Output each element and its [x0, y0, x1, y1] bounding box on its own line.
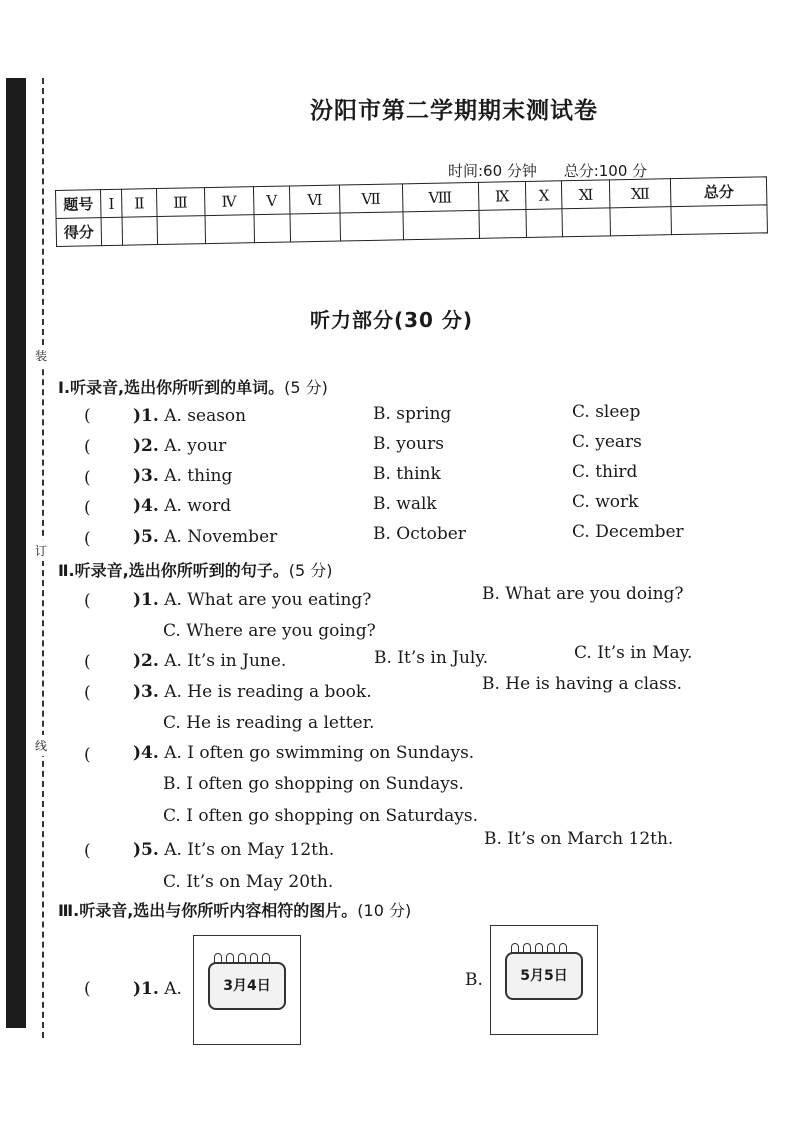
- calendar-icon: 5月5日: [505, 952, 583, 1000]
- option-a: A. He is reading a book.: [164, 682, 372, 702]
- s2-q3-c: C. He is reading a letter.: [163, 713, 375, 733]
- option-a: A. It’s in June.: [164, 651, 287, 671]
- score-cell-total: [671, 205, 767, 235]
- option-a: A. word: [164, 496, 232, 516]
- answer-paren: (: [84, 437, 91, 457]
- s2-q1-c: C. Where are you going?: [163, 621, 376, 641]
- score-cell: [562, 208, 610, 237]
- option-a-label: A.: [164, 979, 182, 999]
- question-number: )2.: [133, 436, 159, 456]
- answer-paren: (: [84, 591, 91, 611]
- s2-q3: [133, 682, 372, 702]
- option-a: A. November: [164, 527, 278, 547]
- score-cell: [101, 217, 123, 245]
- option-a: A. your: [164, 436, 227, 456]
- binding-word-2: 订: [35, 540, 47, 561]
- section3-heading-text: Ⅲ.听录音,选出与你所听内容相符的图片。: [58, 901, 358, 920]
- score-cell: [122, 217, 157, 246]
- section3-heading: [58, 898, 411, 921]
- picture-option-a: [193, 935, 301, 1045]
- question-number: )1.: [133, 979, 159, 999]
- question-number: )2.: [133, 651, 159, 671]
- score-cell: [157, 216, 205, 245]
- s1-q2-c: C. years: [572, 432, 642, 452]
- question-number: )4.: [133, 496, 159, 516]
- col-2: Ⅱ: [122, 189, 157, 218]
- section2-heading-text: Ⅱ.听录音,选出你所听到的句子。: [58, 561, 289, 580]
- picture-option-b: [490, 925, 598, 1035]
- score-cell: [290, 213, 340, 242]
- answer-paren: (: [84, 979, 91, 999]
- s2-q5-b: B. It’s on March 12th.: [484, 829, 674, 849]
- option-a: A. thing: [164, 466, 233, 486]
- s2-q2-c: C. It’s in May.: [574, 643, 693, 663]
- col-1: Ⅰ: [101, 189, 123, 217]
- answer-paren: (: [84, 468, 91, 488]
- col-12: Ⅻ: [610, 179, 672, 208]
- s1-q1-b: B. spring: [373, 404, 452, 424]
- s1-q5-b: B. October: [373, 524, 466, 544]
- col-total: 总分: [671, 177, 767, 207]
- option-a: A. It’s on May 12th.: [164, 840, 335, 860]
- question-number: )1.: [133, 406, 159, 426]
- col-5: Ⅴ: [253, 186, 290, 215]
- answer-paren: (: [84, 841, 91, 861]
- answer-paren: (: [84, 529, 91, 549]
- s3-q1: [133, 979, 182, 999]
- s1-q1-c: C. sleep: [572, 402, 641, 422]
- calendar-icon: 3月4日: [208, 962, 286, 1010]
- s1-q3: [133, 466, 232, 486]
- s2-q5: [133, 840, 334, 860]
- s2-q1-b: B. What are you doing?: [482, 584, 684, 604]
- score-cell: [205, 215, 255, 244]
- s1-q5-c: C. December: [572, 522, 684, 542]
- question-number: )3.: [133, 682, 159, 702]
- score-cell: [254, 214, 291, 243]
- binding-word-3: 线: [35, 735, 47, 756]
- col-10: Ⅹ: [526, 181, 563, 210]
- s2-q2-b: B. It’s in July.: [374, 648, 489, 668]
- s2-q4-b: B. I often go shopping on Sundays.: [163, 774, 464, 794]
- option-a: A. season: [164, 406, 247, 426]
- s1-q3-c: C. third: [572, 462, 638, 482]
- s2-q1: [133, 590, 371, 610]
- s2-q5-c: C. It’s on May 20th.: [163, 872, 334, 892]
- exam-time: 时间:60 分钟: [448, 162, 537, 180]
- part-title: 听力部分(30 分): [310, 308, 474, 332]
- binding-word-1: 装: [35, 345, 47, 366]
- binding-strip: [6, 78, 26, 1028]
- answer-paren: (: [84, 652, 91, 672]
- question-number: )3.: [133, 466, 159, 486]
- col-8: Ⅷ: [402, 182, 478, 211]
- col-7: Ⅶ: [339, 184, 402, 213]
- s1-q2-b: B. yours: [373, 434, 444, 454]
- col-4: Ⅳ: [204, 187, 254, 216]
- score-cell: [340, 212, 403, 241]
- score-cell: [610, 207, 672, 236]
- s2-q3-b: B. He is having a class.: [482, 674, 682, 694]
- s2-q2: [133, 651, 286, 671]
- s1-q4-c: C. work: [572, 492, 639, 512]
- question-number: )5.: [133, 840, 159, 860]
- s2-q4: [133, 743, 474, 763]
- s2-q4-c: C. I often go shopping on Saturdays.: [163, 806, 478, 826]
- answer-paren: (: [84, 498, 91, 518]
- s1-q4-b: B. walk: [373, 494, 437, 514]
- option-a: A. I often go swimming on Sundays.: [164, 743, 475, 763]
- question-number: )4.: [133, 743, 159, 763]
- s1-q4: [133, 496, 231, 516]
- score-cell: [526, 209, 563, 238]
- col-6: Ⅵ: [290, 185, 340, 214]
- question-number: )1.: [133, 590, 159, 610]
- score-cell: [479, 209, 527, 238]
- page-title: 汾阳市第二学期期末测试卷: [310, 98, 598, 124]
- option-a: A. What are you eating?: [164, 590, 372, 610]
- answer-paren: (: [84, 683, 91, 703]
- col-11: Ⅺ: [562, 180, 610, 209]
- exam-total: 总分:100 分: [563, 162, 648, 180]
- section1-heading: [58, 375, 328, 398]
- s1-q3-b: B. think: [373, 464, 441, 484]
- answer-paren: (: [84, 406, 91, 426]
- s1-q1: [133, 406, 246, 426]
- score-cell: [403, 210, 479, 239]
- score-table: [55, 176, 768, 247]
- section2-heading: [58, 558, 332, 581]
- question-number: )5.: [133, 527, 159, 547]
- section1-points: (5 分): [284, 378, 328, 397]
- s1-q2: [133, 436, 226, 456]
- col-9: Ⅸ: [478, 181, 526, 210]
- row-label-number: 题号: [56, 190, 102, 219]
- row-label-score: 得分: [56, 218, 102, 247]
- section2-points: (5 分): [288, 561, 333, 580]
- section1-heading-text: Ⅰ.听录音,选出你所听到的单词。: [58, 378, 285, 397]
- section3-points: (10 分): [357, 901, 412, 920]
- answer-paren: (: [84, 745, 91, 765]
- option-b-label: B.: [465, 970, 483, 990]
- col-3: Ⅲ: [156, 188, 204, 217]
- s1-q5: [133, 527, 277, 547]
